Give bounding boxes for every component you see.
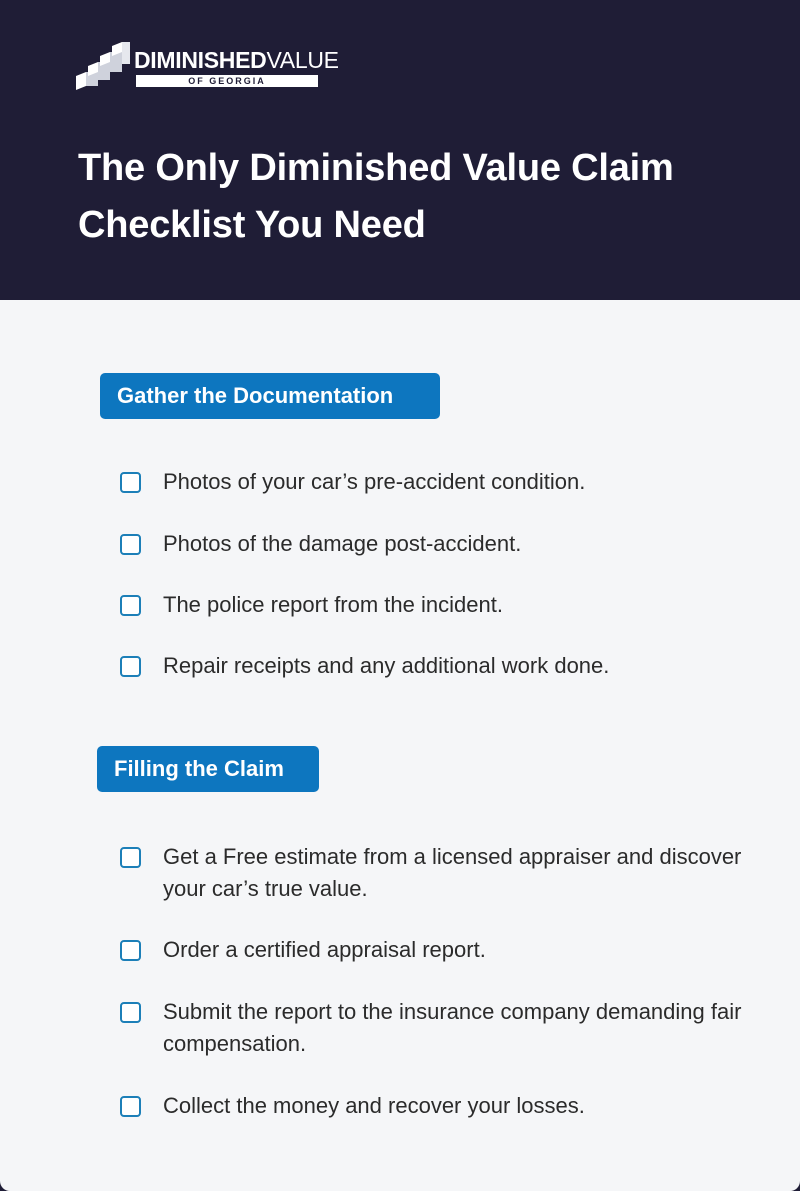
checklist-item-text: The police report from the incident. — [163, 592, 503, 617]
brand-name-light: VALUE — [266, 47, 339, 73]
brand-name — [134, 46, 339, 74]
checkbox[interactable] — [120, 1096, 141, 1117]
checklist-body — [0, 300, 800, 1191]
checklist-item-text: Repair receipts and any additional work done. — [163, 653, 610, 678]
brand-subtitle: OF GEORGIA — [136, 75, 318, 87]
checkbox[interactable] — [120, 940, 141, 961]
checkbox[interactable] — [120, 847, 141, 868]
checklist-item-text: Photos of the damage post-accident. — [163, 531, 522, 556]
checkbox[interactable] — [120, 1002, 141, 1023]
checkbox[interactable] — [120, 534, 141, 555]
checkbox[interactable] — [120, 595, 141, 616]
checkbox[interactable] — [120, 656, 141, 677]
header — [0, 0, 800, 300]
checklist-item-text: Collect the money and recover your losses. — [163, 1093, 585, 1118]
checklist-item-text: Photos of your car’s pre-accident condition. — [163, 469, 586, 494]
section-heading-documentation: Gather the Documentation — [100, 373, 440, 419]
checklist-item-text: Submit the report to the insurance company demanding fair compensation. — [163, 999, 742, 1056]
section-heading-claim: Filling the Claim — [97, 746, 319, 792]
page-title: The Only Diminished Value Claim Checklist You Need — [78, 147, 674, 246]
checkbox[interactable] — [120, 472, 141, 493]
checklist-item-text: Get a Free estimate from a licensed appraiser and discover your car’s true value. — [163, 844, 742, 901]
brand-name-bold: DIMINISHED — [134, 47, 267, 73]
brand-logo — [76, 42, 376, 90]
checklist-item-text: Order a certified appraisal report. — [163, 937, 486, 962]
stairs-logo-icon — [76, 42, 132, 90]
